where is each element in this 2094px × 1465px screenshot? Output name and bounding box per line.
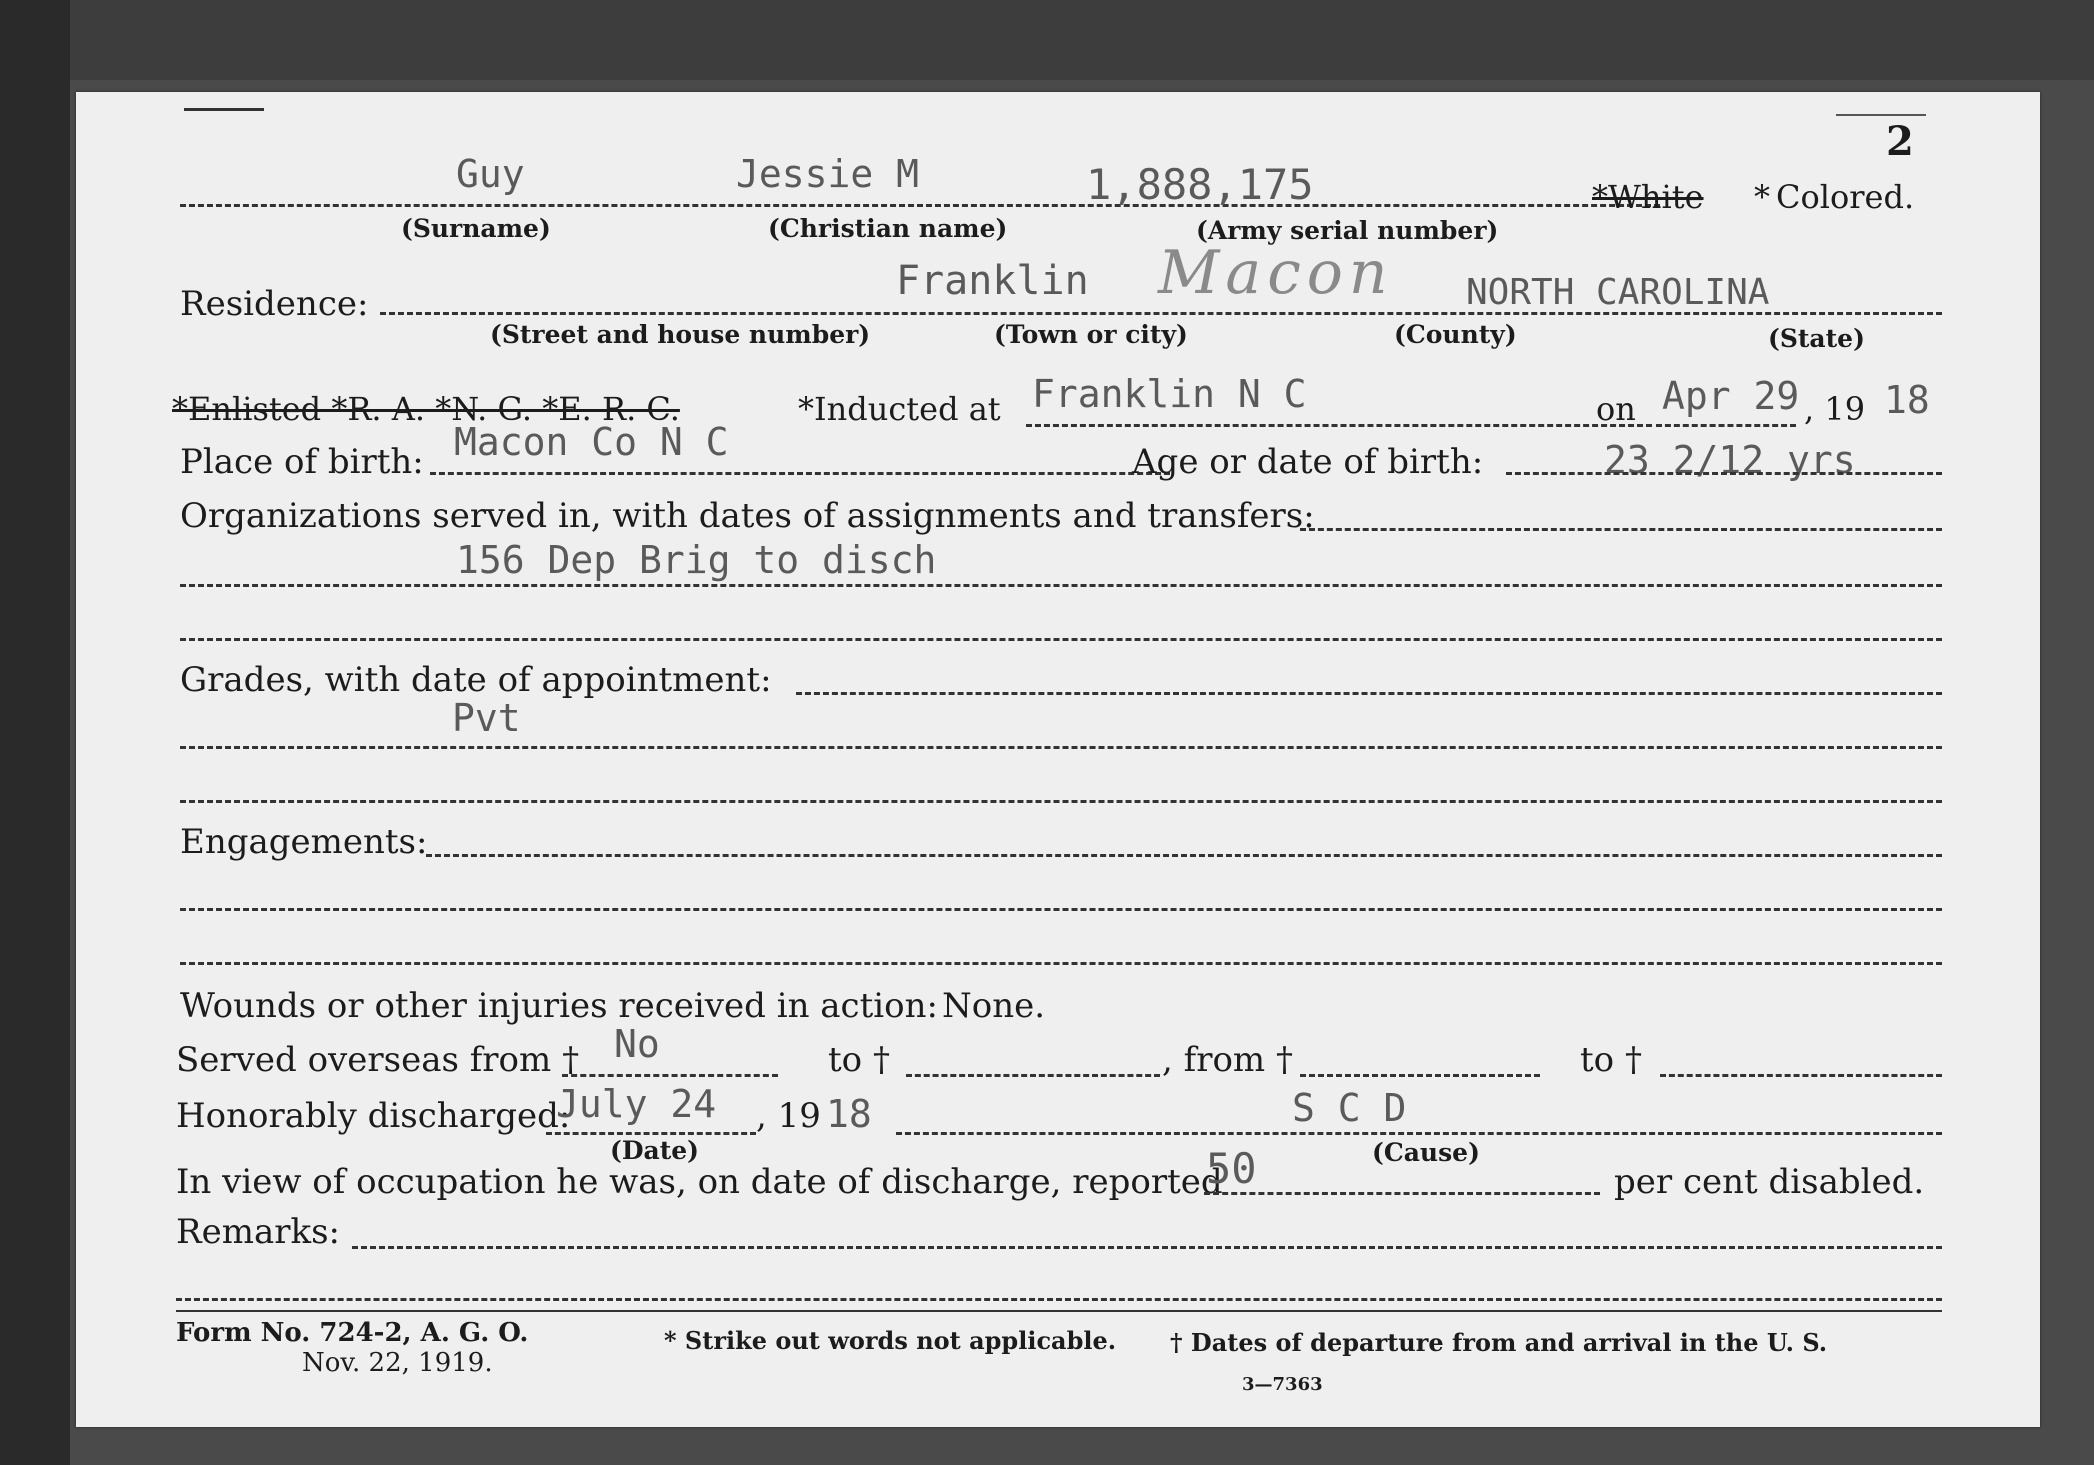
- overseas-to2-label: to †: [1580, 1040, 1642, 1080]
- organizations-line-3: [180, 638, 1942, 641]
- print-code: 3—7363: [1242, 1374, 1323, 1395]
- organizations-label: Organizations served in, with dates of assignments and transfers:: [180, 496, 1315, 536]
- corner-mark: [184, 108, 264, 111]
- induction-date-line: [1656, 424, 1796, 427]
- organizations-line-1: [1300, 528, 1942, 531]
- discharge-date-line: [546, 1132, 756, 1135]
- inducted-line: [1026, 424, 1652, 427]
- caption-state: (State): [1768, 324, 1865, 353]
- induction-year-prefix: , 19: [1804, 390, 1866, 428]
- footer-rule: [176, 1310, 1942, 1312]
- engagements-label: Engagements:: [180, 822, 428, 862]
- caption-discharge-cause: (Cause): [1372, 1138, 1480, 1167]
- overseas-to-label: to †: [828, 1040, 890, 1080]
- grades-line-2: [180, 746, 1942, 749]
- caption-surname: (Surname): [401, 214, 551, 243]
- engagements-line-2: [180, 908, 1942, 911]
- wounds-label: Wounds or other injuries received in action:: [180, 986, 938, 1026]
- race-asterisk: *: [1754, 178, 1770, 216]
- caption-serial: (Army serial number): [1196, 216, 1499, 245]
- grades-label: Grades, with date of appointment:: [180, 660, 772, 700]
- grades-line-1: [796, 692, 1942, 695]
- organizations-line-2: [180, 584, 1942, 587]
- grades-line-3: [180, 800, 1942, 803]
- card-number: 2: [1886, 118, 1914, 165]
- caption-town: (Town or city): [994, 320, 1188, 349]
- state-value: NORTH CAROLINA: [1466, 272, 1770, 313]
- background-left: [0, 0, 70, 1465]
- serial-number-value: 1,888,175: [1086, 160, 1314, 209]
- residence-label: Residence:: [180, 284, 369, 324]
- disability-label: In view of occupation he was, on date of discharge, reported: [176, 1162, 1223, 1202]
- birthplace-line: [430, 472, 1170, 475]
- disability-suffix: per cent disabled.: [1614, 1162, 1925, 1202]
- surname-value: Guy: [456, 152, 525, 196]
- grades-value: Pvt: [452, 696, 521, 740]
- discharge-year-value: 18: [826, 1092, 872, 1136]
- induction-year-value: 18: [1884, 378, 1930, 422]
- age-value: 23 2/12 yrs: [1604, 438, 1856, 482]
- form-number: Form No. 724-2, A. G. O.: [176, 1318, 529, 1348]
- strike-out-note: * Strike out words not applicable.: [664, 1326, 1117, 1355]
- inducted-place-value: Franklin N C: [1032, 372, 1307, 416]
- service-record-card: [76, 92, 2040, 1427]
- birthplace-value: Macon Co N C: [454, 420, 729, 464]
- birthplace-label: Place of birth:: [180, 442, 424, 482]
- caption-county: (County): [1394, 320, 1517, 349]
- race-white-struck: *White: [1592, 178, 1704, 216]
- age-label: Age or date of birth:: [1132, 442, 1484, 482]
- remarks-line-2: [176, 1298, 1942, 1301]
- discharge-date-value: July 24: [556, 1082, 717, 1126]
- discharge-label: Honorably discharged:: [176, 1096, 571, 1136]
- corner-mark-right: [1836, 114, 1926, 116]
- overseas-from-value: No: [614, 1022, 660, 1066]
- overseas-from2-line: [1300, 1074, 1540, 1077]
- engagements-line-3: [180, 962, 1942, 965]
- age-line: [1506, 472, 1942, 475]
- background-top: [0, 0, 2094, 80]
- town-value: Franklin: [896, 258, 1089, 304]
- overseas-from2-label: , from †: [1162, 1040, 1293, 1080]
- organizations-value: 156 Dep Brig to disch: [456, 538, 937, 582]
- discharge-year-prefix: , 19: [756, 1096, 821, 1136]
- remarks-line-1: [352, 1246, 1942, 1249]
- wounds-value: None.: [942, 986, 1046, 1026]
- discharge-cause-line: [896, 1132, 1942, 1135]
- name-line: [180, 204, 1660, 207]
- race-colored: Colored.: [1776, 178, 1915, 216]
- dates-note: † Dates of departure from and arrival in the U. S.: [1170, 1328, 1828, 1357]
- disability-value: 50: [1206, 1144, 1257, 1193]
- discharge-cause-value: S C D: [1292, 1086, 1407, 1130]
- form-date: Nov. 22, 1919.: [302, 1348, 493, 1378]
- on-label: on: [1596, 390, 1636, 428]
- disability-line: [1204, 1192, 1600, 1195]
- overseas-to2-line: [1660, 1074, 1942, 1077]
- christian-name-value: Jessie M: [736, 152, 920, 196]
- inducted-label: *Inducted at: [798, 390, 1001, 428]
- caption-christian-name: (Christian name): [768, 214, 1008, 243]
- caption-discharge-date: (Date): [610, 1136, 699, 1165]
- overseas-from-line: [562, 1074, 778, 1077]
- induction-date-value: Apr 29: [1662, 374, 1800, 418]
- engagements-line-1: [426, 854, 1942, 857]
- overseas-to-line: [906, 1074, 1160, 1077]
- enlisted-struck: *Enlisted *R. A. *N. G. *E. R. C.: [172, 390, 680, 428]
- remarks-label: Remarks:: [176, 1212, 340, 1252]
- county-value: Macon: [1158, 238, 1394, 308]
- overseas-from-label: Served overseas from †: [176, 1040, 580, 1080]
- caption-street: (Street and house number): [490, 320, 871, 349]
